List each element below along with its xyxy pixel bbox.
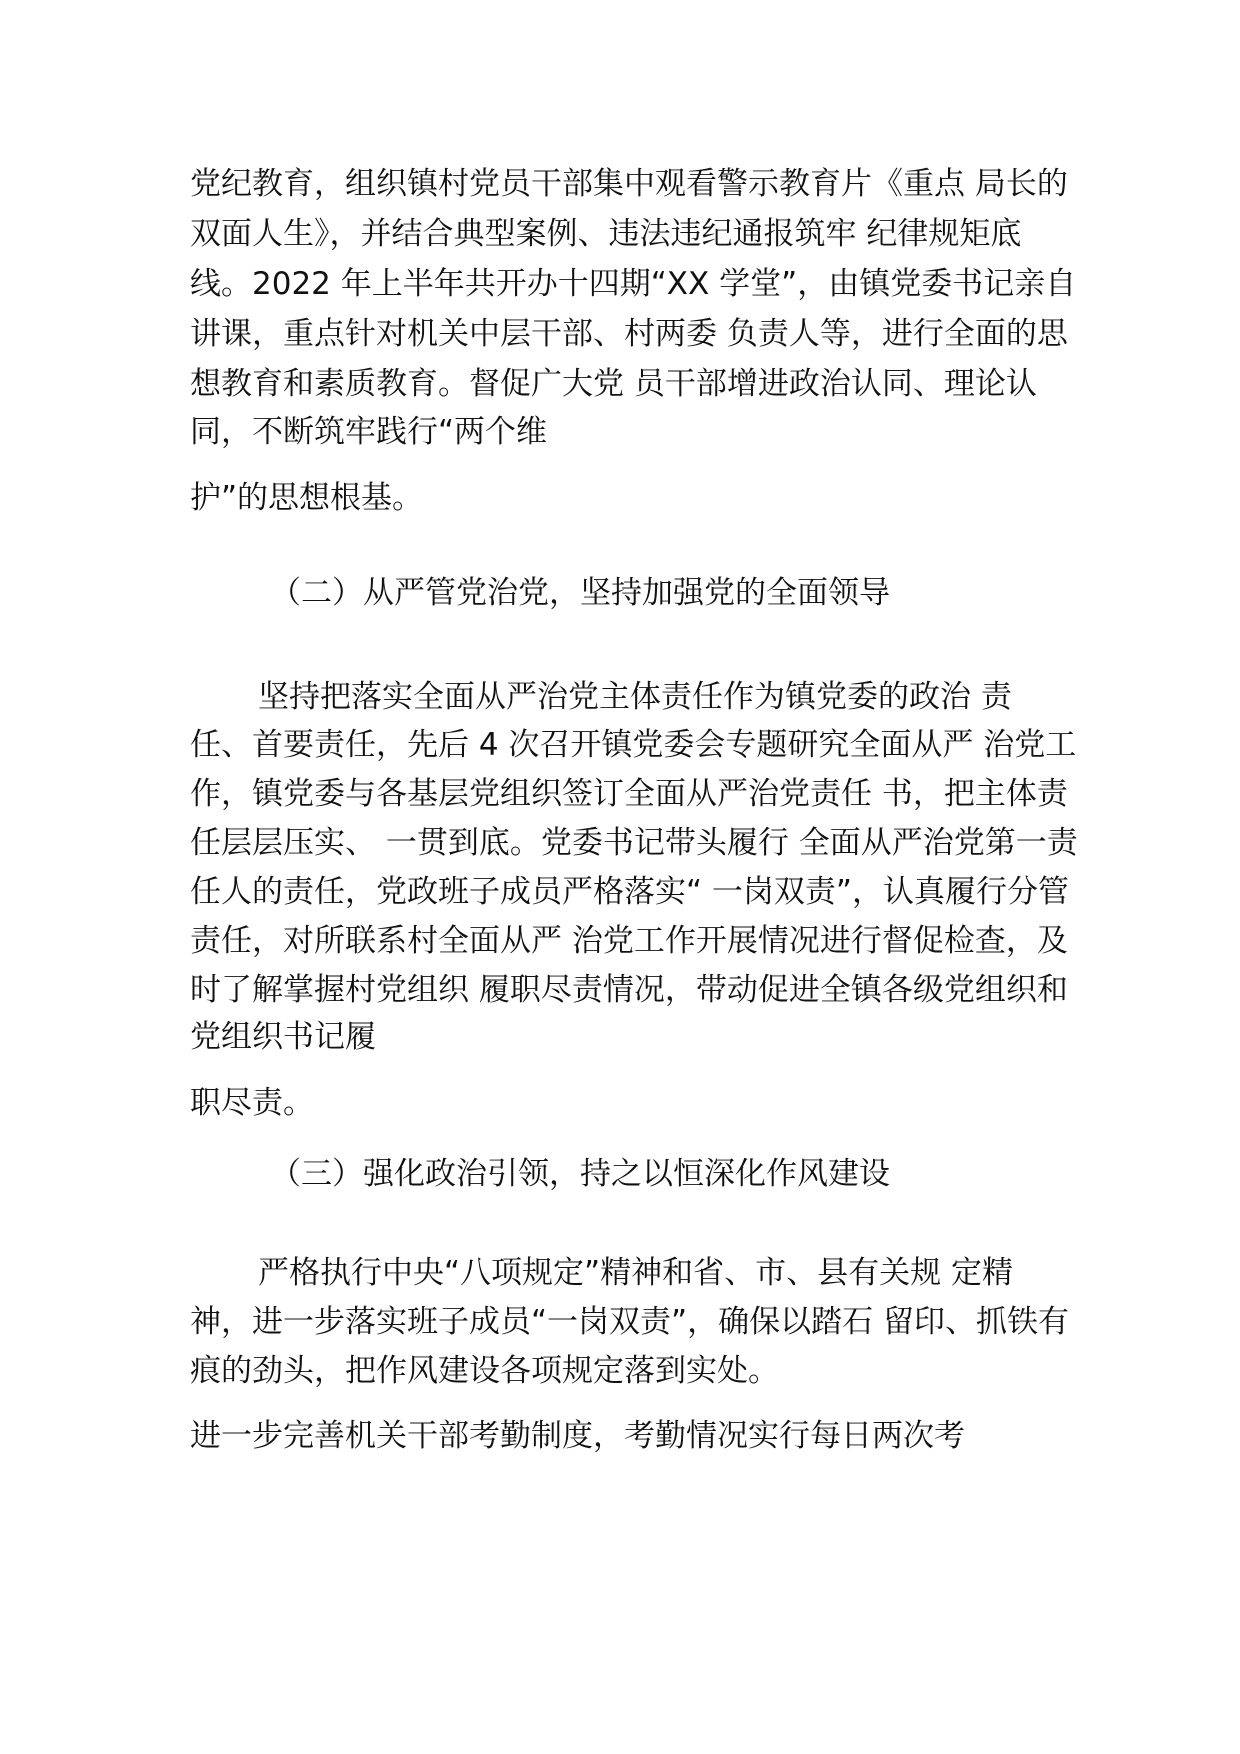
paragraph-line: 同，不断筑牢践行“两个维: [190, 414, 548, 450]
paragraph-line: 痕的劲头，把作风建设各项规定落到实处。: [190, 1353, 779, 1389]
paragraph-line: 线。2022 年上半年共开办十四期“XX 学堂”，由镇党委书记亲自: [190, 266, 1077, 302]
paragraph-line: 想教育和素质教育。督促广大党 员干部增进政治认同、理论认: [190, 366, 1037, 402]
paragraph-line: 任层层压实、 一贯到底。党委书记带头履行 全面从严治党第一责: [190, 825, 1078, 861]
section-heading: （三）强化政治引领，持之以恒深化作风建设: [270, 1156, 890, 1192]
paragraph-line: 讲课，重点针对机关中层干部、村两委 负责人等，进行全面的思: [190, 316, 1068, 352]
paragraph-tail-line: 护”的思想根基。: [190, 480, 424, 516]
paragraph-line: 党组织书记履: [190, 1019, 376, 1055]
paragraph-line: 神，进一步落实班子成员“一岗双责”，确保以踏石 留印、抓铁有: [190, 1304, 1069, 1340]
paragraph-line: 时了解掌握村党组织 履职尽责情况，带动促进全镇各级党组织和: [190, 972, 1068, 1008]
paragraph-line: 坚持把落实全面从严治党主体责任作为镇党委的政治 责: [258, 679, 1012, 715]
paragraph-tail-line: 进一步完善机关干部考勤制度，考勤情况实行每日两次考: [190, 1418, 965, 1454]
paragraph-line: 作，镇党委与各基层党组织签订全面从严治党责任 书，把主体责: [190, 776, 1068, 812]
paragraph-line: 双面人生》，并结合典型案例、违法违纪通报筑牢 纪律规矩底: [190, 216, 1022, 252]
paragraph-line: 严格执行中央“八项规定”精神和省、市、县有关规 定精: [258, 1255, 1013, 1291]
paragraph-line: 党纪教育，组织镇村党员干部集中观看警示教育片《重点 局长的: [190, 166, 1068, 202]
paragraph-line: 责任，对所联系村全面从严 治党工作开展情况进行督促检查，及: [190, 923, 1068, 959]
section-heading: （二）从严管党治党，坚持加强党的全面领导: [270, 575, 890, 611]
paragraph-line: 任、首要责任，先后 4 次召开镇党委会专题研究全面从严 治党工: [190, 727, 1077, 763]
paragraph-line: 任人的责任，党政班子成员严格落实“ 一岗双责”，认真履行分管: [190, 874, 1069, 910]
paragraph-tail-line: 职尽责。: [190, 1085, 314, 1121]
